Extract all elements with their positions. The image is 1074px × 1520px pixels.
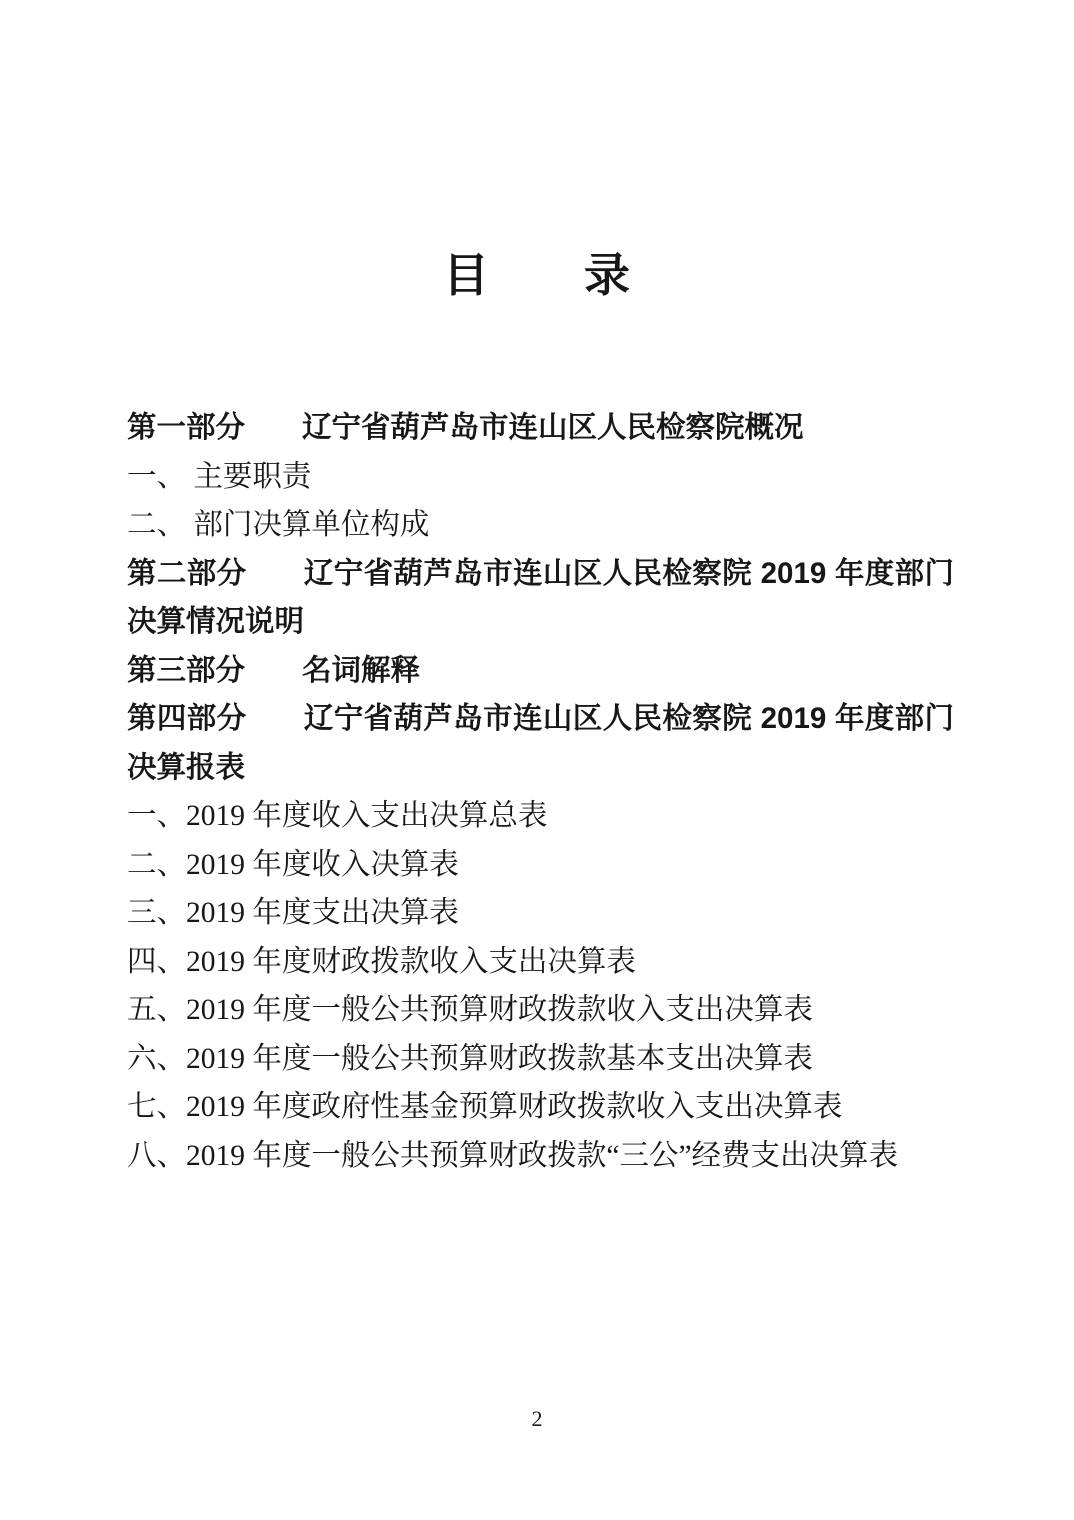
page-number: 2	[531, 1406, 543, 1431]
toc-item-entry: 五、2019 年度一般公共预算财政拨款收入支出决算表	[127, 994, 813, 1026]
toc-part-label: 第二部分	[127, 556, 247, 590]
toc-item-entry: 三、2019 年度支出决算表	[127, 897, 459, 929]
toc-part-label: 第三部分	[127, 653, 246, 687]
toc-part-label: 第四部分	[127, 702, 247, 735]
toc-item-entry: 四、2019 年度财政拨款收入支出决算表	[127, 945, 636, 978]
toc-item-entry: 二、 部门决算单位构成	[127, 509, 430, 541]
toc-part-title: 辽宁省葫芦岛市连山区人民检察院概况	[302, 411, 804, 444]
toc-part-entry	[127, 404, 954, 453]
toc-part-entry	[127, 695, 954, 792]
toc-item-entry: 一、 主要职责	[127, 460, 312, 493]
toc-part-entry	[127, 647, 954, 696]
toc-part-entry	[127, 550, 954, 647]
toc-item-entry: 七、2019 年度政府性基金预算财政拨款收入支出决算表	[127, 1091, 843, 1123]
toc-part-title: 辽宁省葫芦岛市连山区人民检察院 2019 年度部门决算报表	[127, 702, 954, 784]
page-title: 目 录	[443, 250, 631, 301]
toc-list	[127, 404, 954, 1180]
toc-item-entry: 一、2019 年度收入支出决算总表	[127, 800, 548, 832]
toc-item-entry: 二、2019 年度收入决算表	[127, 848, 459, 881]
toc-item-entry: 八、2019 年度一般公共预算财政拨款“三公”经费支出决算表	[127, 1139, 899, 1172]
toc-part-title: 辽宁省葫芦岛市连山区人民检察院 2019 年度部门决算情况说明	[127, 556, 954, 638]
toc-part-label: 第一部分	[127, 411, 246, 444]
toc-item-entry: 六、2019 年度一般公共预算财政拨款基本支出决算表	[127, 1042, 813, 1075]
toc-part-title: 名词解释	[302, 653, 421, 687]
